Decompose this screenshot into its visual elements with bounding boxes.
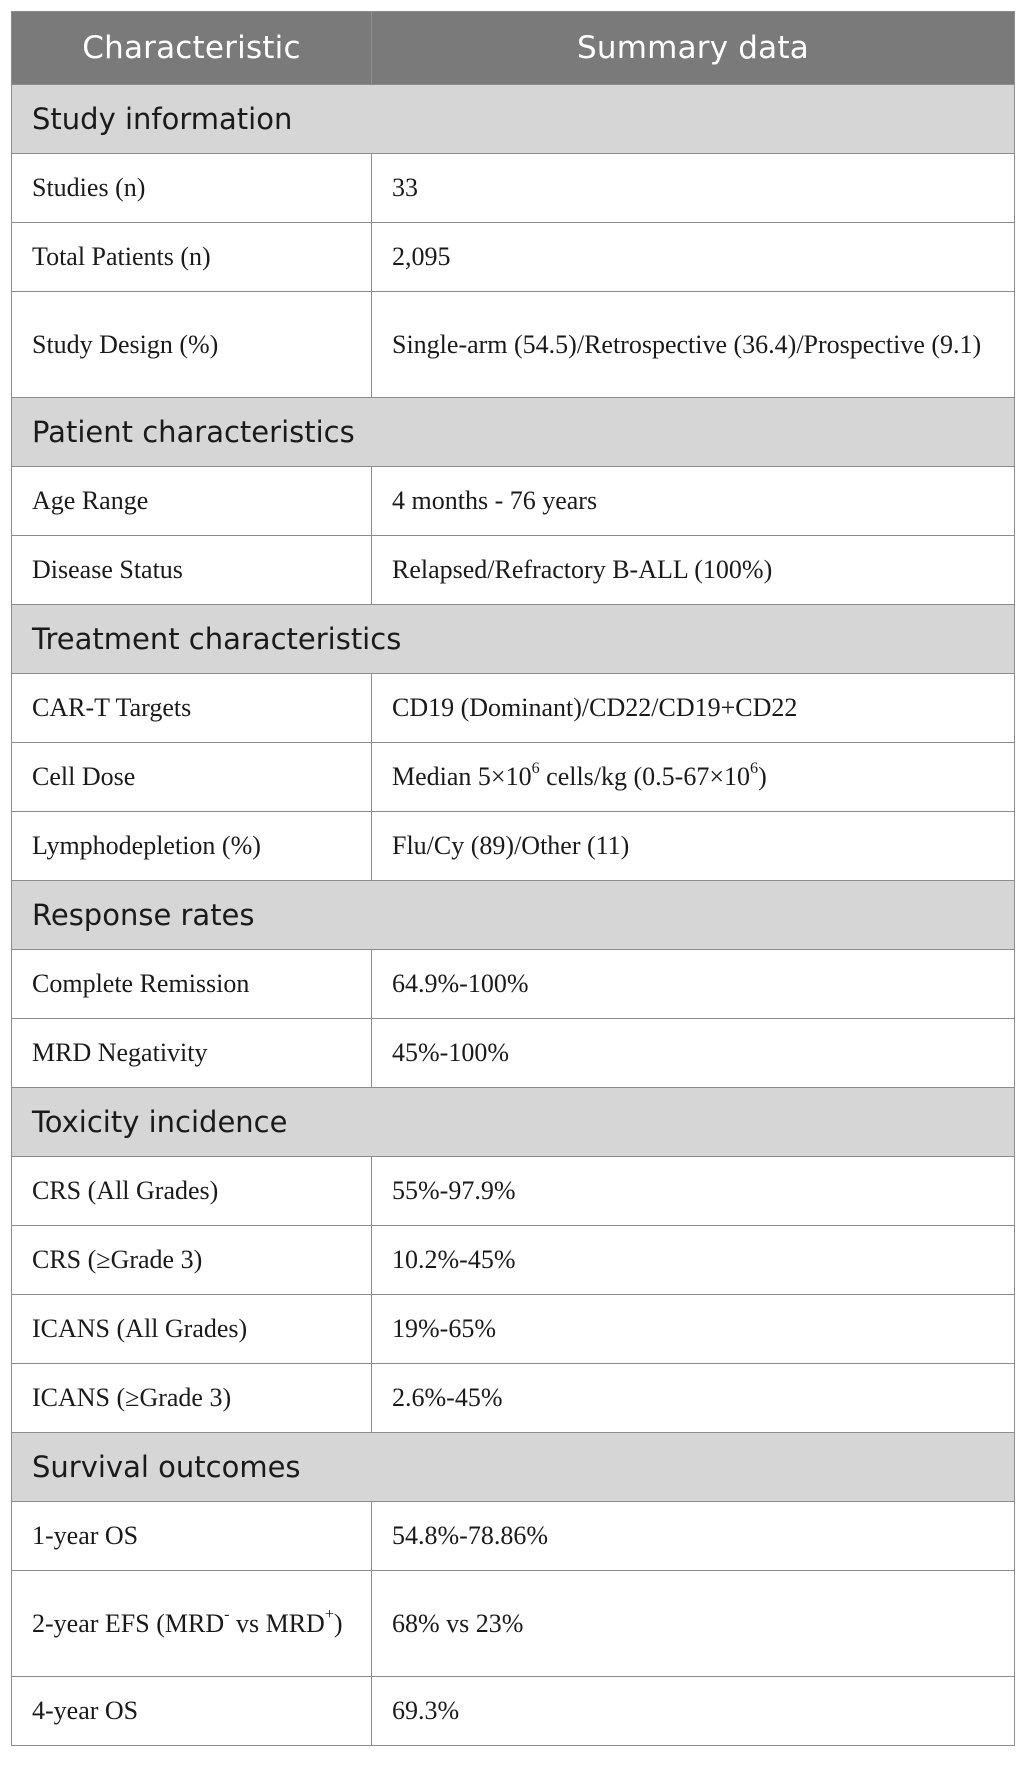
row-value: 10.2%-45% [372,1226,1015,1295]
row-value: 4 months - 76 years [372,467,1015,536]
superscript: - [224,1606,230,1624]
row-value: 33 [372,154,1015,223]
table-row [12,1677,1015,1746]
row-value: Single-arm (54.5)/Retrospective (36.4)/Prospective (9.1) [372,292,1015,398]
row-value: 68% vs 23% [372,1571,1015,1677]
row-label: CAR-T Targets [12,674,372,743]
row-value: 64.9%-100% [372,950,1015,1019]
table-row [12,743,1015,812]
row-value: 2,095 [372,223,1015,292]
table-row [12,1571,1015,1677]
value-text: cells/kg (0.5-67×10 [539,762,751,791]
row-value: Flu/Cy (89)/Other (11) [372,812,1015,881]
superscript: + [324,1606,334,1624]
label-text: 2-year EFS (MRD [32,1608,225,1638]
table-row [12,1364,1015,1433]
table-row [12,536,1015,605]
row-value [372,743,1015,812]
row-label: Total Patients (n) [12,223,372,292]
row-label: Age Range [12,467,372,536]
row-value: CD19 (Dominant)/CD22/CD19+CD22 [372,674,1015,743]
value-text: ) [758,762,767,791]
section-title: Study information [12,85,1015,154]
row-label: CRS (All Grades) [12,1157,372,1226]
row-label: Lymphodepletion (%) [12,812,372,881]
table-row [12,1502,1015,1571]
table-row [12,467,1015,536]
table-row [12,950,1015,1019]
table-row [12,1226,1015,1295]
row-label: Study Design (%) [12,292,372,398]
superscript: 6 [531,759,540,777]
row-value: 19%-65% [372,1295,1015,1364]
row-label: Disease Status [12,536,372,605]
table-row [12,1157,1015,1226]
row-label: Complete Remission [12,950,372,1019]
table-row [12,1295,1015,1364]
row-label: 1-year OS [12,1502,372,1571]
table-header-row [12,12,1015,85]
table-row [12,154,1015,223]
section-row [12,1433,1015,1502]
value-text: Median 5×10 [392,762,532,791]
row-value: 55%-97.9% [372,1157,1015,1226]
header-summary-data: Summary data [372,12,1015,85]
table-row [12,1019,1015,1088]
section-row [12,605,1015,674]
table-row [12,812,1015,881]
row-label: Studies (n) [12,154,372,223]
summary-table [11,11,1015,1746]
row-label: CRS (≥Grade 3) [12,1226,372,1295]
row-label: 4-year OS [12,1677,372,1746]
table-row [12,223,1015,292]
row-label: ICANS (All Grades) [12,1295,372,1364]
row-value: Relapsed/Refractory B-ALL (100%) [372,536,1015,605]
superscript: 6 [750,759,759,777]
row-label [12,1571,372,1677]
section-row [12,1088,1015,1157]
section-title: Toxicity incidence [12,1088,1015,1157]
section-title: Patient characteristics [12,398,1015,467]
summary-table-container [11,11,1014,1746]
label-text: ) [333,1608,343,1638]
row-label: ICANS (≥Grade 3) [12,1364,372,1433]
row-value: 45%-100% [372,1019,1015,1088]
table-row [12,674,1015,743]
table-row [12,292,1015,398]
section-title: Treatment characteristics [12,605,1015,674]
row-value: 54.8%-78.86% [372,1502,1015,1571]
section-title: Survival outcomes [12,1433,1015,1502]
row-label: Cell Dose [12,743,372,812]
section-row [12,398,1015,467]
section-row [12,85,1015,154]
row-label: MRD Negativity [12,1019,372,1088]
label-text: vs MRD [229,1608,325,1638]
header-characteristic: Characteristic [12,12,372,85]
section-row [12,881,1015,950]
section-title: Response rates [12,881,1015,950]
row-value: 2.6%-45% [372,1364,1015,1433]
row-value: 69.3% [372,1677,1015,1746]
